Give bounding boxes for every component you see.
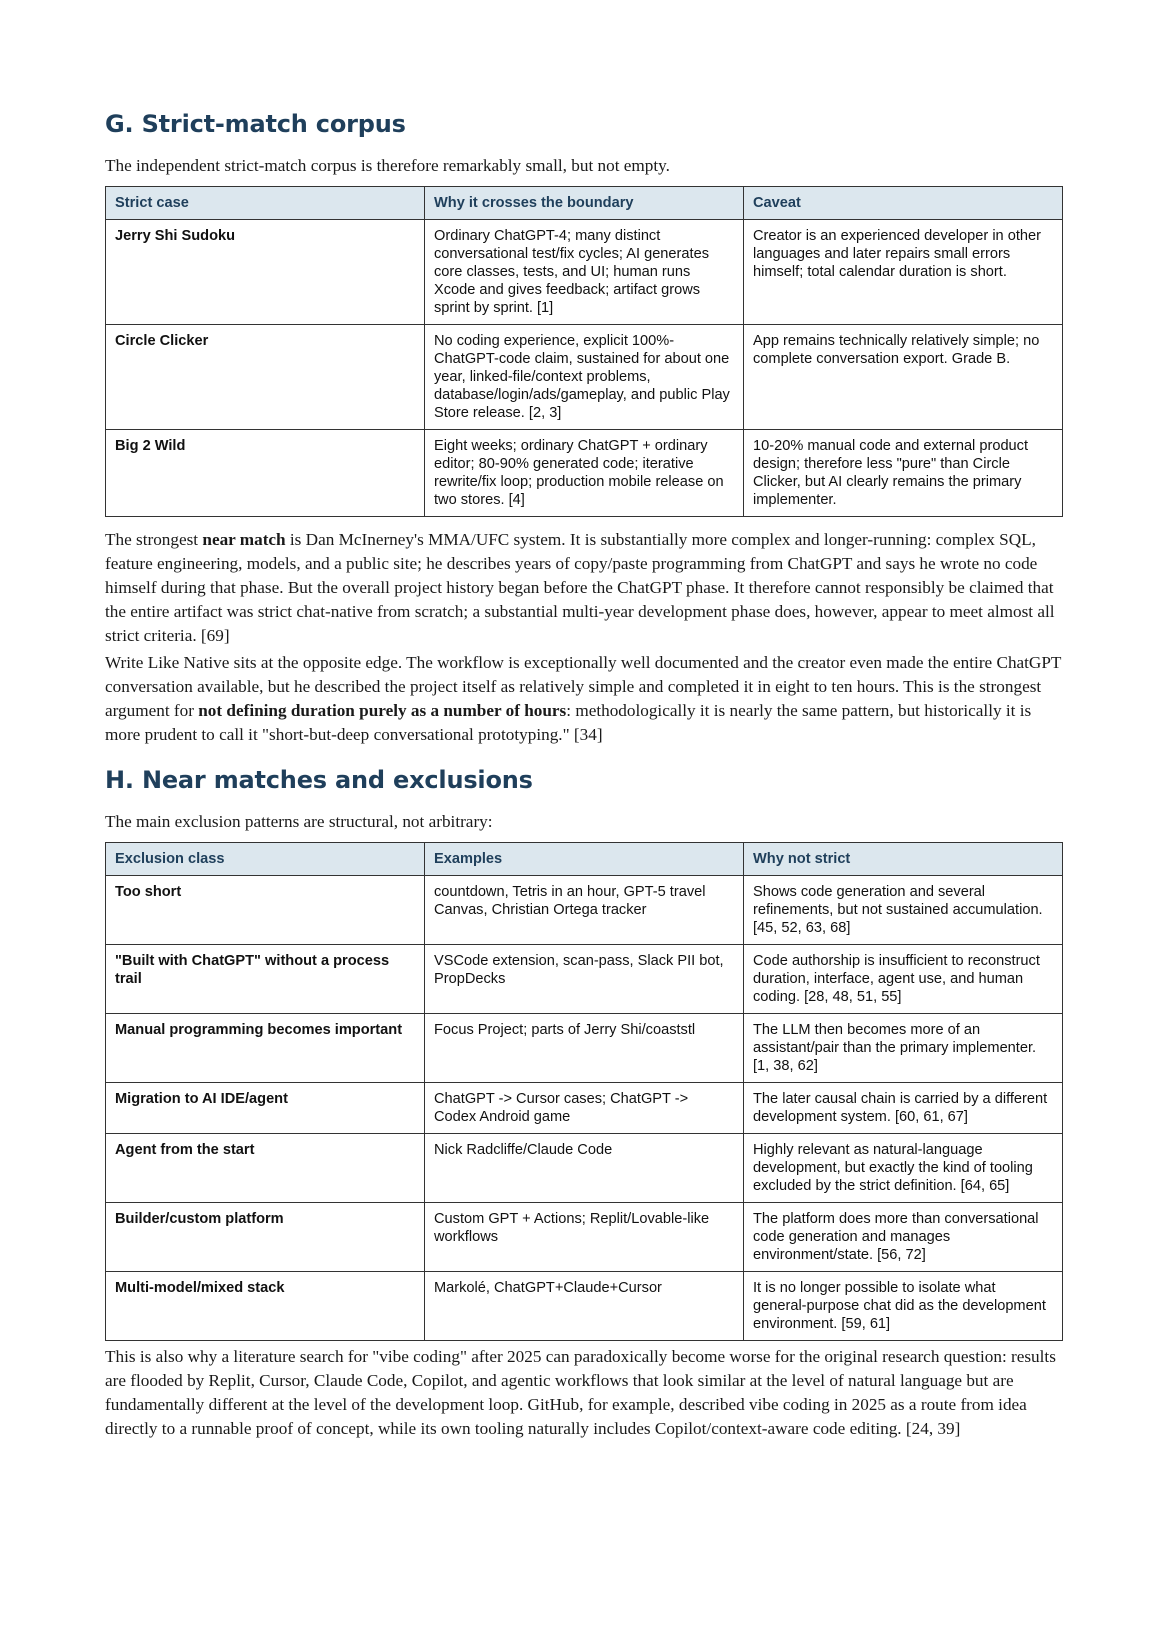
section-g-heading: G. Strict-match corpus <box>105 110 406 138</box>
table-cell: Ordinary ChatGPT-4; many distinct conversational test/fix cycles; AI generates core classes, tests, and UI; human runs Xcode and gives feedback; artifact grows sprint by sprint. [1] <box>425 220 744 325</box>
table-cell: Markolé, ChatGPT+Claude+Cursor <box>425 1272 744 1341</box>
table-cell: Jerry Shi Sudoku <box>106 220 425 325</box>
strict-match-table <box>105 186 1063 517</box>
emphasis-text: near match <box>202 530 286 549</box>
table-row <box>106 945 1063 1014</box>
table-cell: Migration to AI IDE/agent <box>106 1083 425 1134</box>
table-header-row <box>106 843 1063 876</box>
vibe-coding-paragraph: This is also why a literature search for "vibe coding" after 2025 can paradoxically become worse for the original research question: results are flooded by Replit, Cursor, Claude Code, Copilot, and agentic workflows that look similar at the level of natural language but are fundamentally different at the level of the development loop. GitHub, for example, described vibe coding in 2025 as a route from idea directly to a runnable proof of concept, while its own tooling naturally includes Copilot/context-aware code editing. [24, 39] <box>105 1347 1056 1438</box>
table-cell: Creator is an experienced developer in other languages and later repairs small errors himself; total calendar duration is short. <box>744 220 1063 325</box>
table-cell: Too short <box>106 876 425 945</box>
table-row <box>106 1272 1063 1341</box>
table-cell: countdown, Tetris in an hour, GPT-5 travel Canvas, Christian Ortega tracker <box>425 876 744 945</box>
table-cell: Multi-model/mixed stack <box>106 1272 425 1341</box>
table-cell: Eight weeks; ordinary ChatGPT + ordinary editor; 80-90% generated code; iterative rewrite/fix loop; production mobile release on two stores. [4] <box>425 430 744 517</box>
table-cell: It is no longer possible to isolate what general-purpose chat did as the development environment. [59, 61] <box>744 1272 1063 1341</box>
table-cell: App remains technically relatively simple; no complete conversation export. Grade B. <box>744 325 1063 430</box>
table-row <box>106 220 1063 325</box>
table-row <box>106 876 1063 945</box>
table-cell: Highly relevant as natural-language development, but exactly the kind of tooling excluded by the strict definition. [64, 65] <box>744 1134 1063 1203</box>
table-cell: Circle Clicker <box>106 325 425 430</box>
table-row <box>106 1083 1063 1134</box>
table-row <box>106 1014 1063 1083</box>
table-cell: Focus Project; parts of Jerry Shi/coaststl <box>425 1014 744 1083</box>
text-run: The strongest <box>105 530 203 549</box>
table-cell: The later causal chain is carried by a different development system. [60, 61, 67] <box>744 1083 1063 1134</box>
table-row <box>106 430 1063 517</box>
near-match-paragraph <box>105 528 1062 648</box>
table-cell: Builder/custom platform <box>106 1203 425 1272</box>
column-header: Caveat <box>744 187 1063 220</box>
text-run: is Dan McInerney's MMA/UFC system. It is substantially more complex and longer-running: complex SQL, feature engineering, models, and a public site; he describes years of copy/paste programming from ChatGPT and says he wrote no code himself during that phase. But the overall project history began before the ChatGPT phase. It therefore cannot responsibly be claimed that the entire artifact was strict chat-native from scratch; a substantial multi-year development phase does, however, appear to meet almost all strict criteria. [69] <box>105 530 1055 645</box>
table-row <box>106 325 1063 430</box>
table-cell: Shows code generation and several refinements, but not sustained accumulation. [45, 52, 63, 68] <box>744 876 1063 945</box>
section-h-intro: The main exclusion patterns are structural, not arbitrary: <box>105 812 493 831</box>
table-header-row <box>106 187 1063 220</box>
text-run: Write Like Native sits at the opposite edge. The workflow is exceptionally well documented and the creator even made the entire ChatGPT conversation available, but he described the project itself as relatively simple and completed it in eight to ten hours. This is the strongest argument for <box>105 653 1062 720</box>
table-cell: The LLM then becomes more of an assistant/pair than the primary implementer. [1, 38, 62] <box>744 1014 1063 1083</box>
column-header: Examples <box>425 843 744 876</box>
table-row <box>106 1203 1063 1272</box>
table-cell: "Built with ChatGPT" without a process trail <box>106 945 425 1014</box>
table-row <box>106 1134 1063 1203</box>
write-like-native-paragraph <box>105 651 1062 747</box>
table-cell: 10-20% manual code and external product design; therefore less "pure" than Circle Clicker, but AI clearly remains the primary implementer. <box>744 430 1063 517</box>
table-cell: Manual programming becomes important <box>106 1014 425 1083</box>
column-header: Why not strict <box>744 843 1063 876</box>
table-cell: The platform does more than conversational code generation and manages environment/state. [56, 72] <box>744 1203 1063 1272</box>
table-cell: Nick Radcliffe/Claude Code <box>425 1134 744 1203</box>
column-header: Why it crosses the boundary <box>425 187 744 220</box>
text-run: : methodologically it is nearly the same pattern, but historically it is more prudent to call it "short-but-deep conversational prototyping." [34] <box>105 701 1032 744</box>
table-cell: Agent from the start <box>106 1134 425 1203</box>
exclusion-table <box>105 842 1063 1341</box>
column-header: Strict case <box>106 187 425 220</box>
table-cell: Code authorship is insufficient to reconstruct duration, interface, agent use, and human coding. [28, 48, 51, 55] <box>744 945 1063 1014</box>
section-h-heading: H. Near matches and exclusions <box>105 766 533 794</box>
section-g-intro: The independent strict-match corpus is therefore remarkably small, but not empty. <box>105 156 670 175</box>
table-cell: VSCode extension, scan-pass, Slack PII bot, PropDecks <box>425 945 744 1014</box>
column-header: Exclusion class <box>106 843 425 876</box>
table-cell: Big 2 Wild <box>106 430 425 517</box>
table-cell: Custom GPT + Actions; Replit/Lovable-like workflows <box>425 1203 744 1272</box>
table-cell: No coding experience, explicit 100%-ChatGPT-code claim, sustained for about one year, linked-file/context problems, database/login/ads/gameplay, and public Play Store release. [2, 3] <box>425 325 744 430</box>
table-cell: ChatGPT -> Cursor cases; ChatGPT -> Codex Android game <box>425 1083 744 1134</box>
emphasis-text: not defining duration purely as a number of hours <box>198 701 567 720</box>
